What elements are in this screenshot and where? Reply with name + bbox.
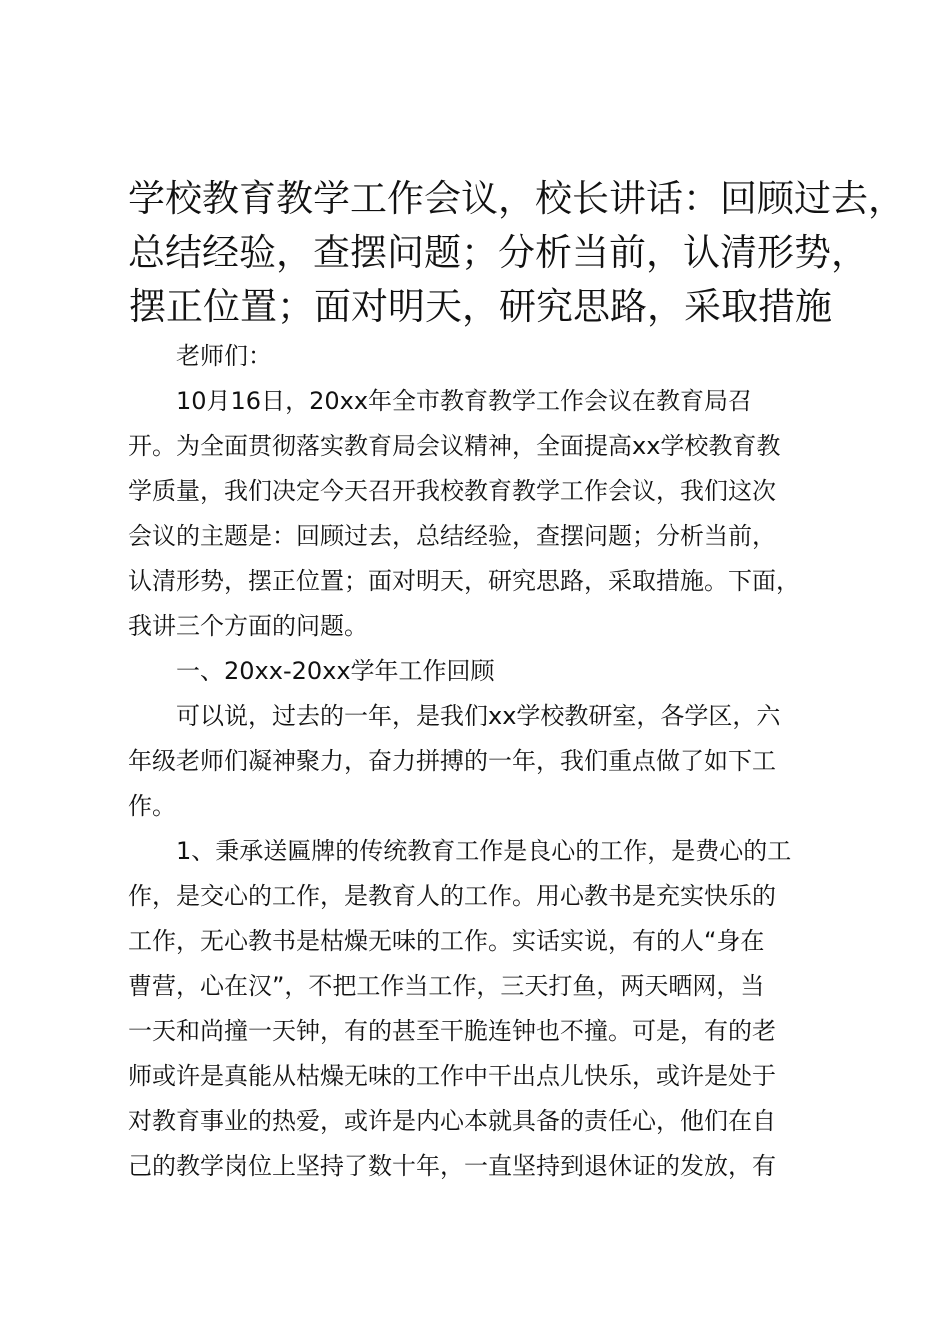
text-line: 可以说，过去的一年，是我们xx学校教研室，各学区，六 [176,702,781,730]
text-line: 工作，无心教书是枯燥无味的工作。实话实说，有的人“身在 [128,927,765,955]
document-title [128,172,905,334]
title-line: 总结经验，查摆问题；分析当前，认清形势， [128,231,868,274]
text-line: 对教育事业的热爱，或许是内心本就具备的责任心，他们在自 [128,1107,776,1135]
text-line: 会议的主题是：回顾过去，总结经验，查摆问题；分析当前， [128,522,776,550]
greeting [128,334,833,379]
section-heading [128,649,833,694]
text-line: 年级老师们凝神聚力，奋力拼搏的一年，我们重点做了如下工 [128,747,776,775]
text-line: 1、秉承送匾牌的传统教育工作是良心的工作，是费心的工 [176,837,792,865]
text-line: 一天和尚撞一天钟，有的甚至干脆连钟也不撞。可是，有的老 [128,1017,776,1045]
paragraph [128,379,833,649]
paragraph [128,829,833,1189]
title-line: 学校教育教学工作会议，校长讲话：回顾过去， [128,177,905,220]
document-body [128,334,833,1189]
text-line: 己的教学岗位上坚持了数十年，一直坚持到退休证的发放，有 [128,1152,776,1180]
text-line: 作，是交心的工作，是教育人的工作。用心教书是充实快乐的 [128,882,776,910]
text-line: 师或许是真能从枯燥无味的工作中干出点儿快乐，或许是处于 [128,1062,776,1090]
title-line: 摆正位置；面对明天，研究思路，采取措施 [129,285,832,328]
text-line: 老师们： [176,342,272,370]
text-line: 开。为全面贯彻落实教育局会议精神，全面提高xx学校教育教 [128,432,781,460]
paragraph [128,694,833,829]
document-page [128,172,905,1189]
text-line: 我讲三个方面的问题。 [128,612,368,640]
text-line: 作。 [128,792,176,820]
text-line: 一、20xx-20xx学年工作回顾 [176,657,495,685]
text-line: 10月16日，20xx年全市教育教学工作会议在教育局召 [176,387,753,415]
text-line: 学质量，我们决定今天召开我校教育教学工作会议，我们这次 [128,477,776,505]
text-line: 曹营，心在汉”，不把工作当工作，三天打鱼，两天晒网，当 [128,972,765,1000]
text-line: 认清形势，摆正位置；面对明天，研究思路，采取措施。下面， [128,567,800,595]
